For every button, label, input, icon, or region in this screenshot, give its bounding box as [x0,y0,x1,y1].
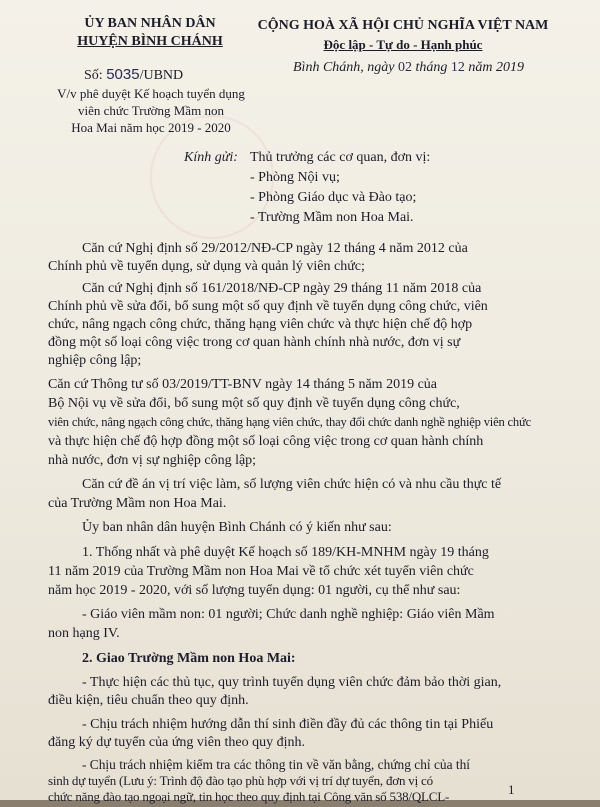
body-line: và thực hiện chế độ hợp đồng một số loại công việc trong cơ quan hành chính [48,434,484,449]
document-subject-line3: Hoa Mai năm học 2019 - 2020 [71,120,231,135]
national-motto: Độc lập - Tự do - Hạnh phúc [323,37,483,52]
body-line: Căn cứ Nghị định số 29/2012/NĐ-CP ngày 12 tháng 4 năm 2012 của [82,241,468,256]
body-line: đồng một số loại công việc trong cơ quan hành chính nhà nước, đơn vị sự [48,335,461,350]
recipient-label: Kính gửi: [184,150,238,165]
body-line: Căn cứ đề án vị trí việc làm, số lượng viên chức hiện có và nhu cầu thực tế [82,477,502,492]
document-subject-line2: viên chức Trường Mầm non [78,103,224,118]
body-line: - Chịu trách nhiệm hướng dẫn thí sinh điền đầy đủ các thông tin tại Phiếu [82,717,494,732]
body-line: nhà nước, đơn vị sự nghiệp công lập; [48,453,257,468]
body-line: Ủy ban nhân dân huyện Bình Chánh có ý kiến như sau: [82,520,392,535]
recipient-item: - Trường Mầm non Hoa Mai. [250,210,414,225]
doc-number-suffix: /UBND [139,68,184,83]
body-line: viên chức, nâng ngạch công chức, thăng hạng viên chức, thay đổi chức danh nghề nghiệp viên chức [48,415,532,429]
recipient-item: - Phòng Nội vụ; [250,170,340,185]
body-line: sinh dự tuyển (Lưu ý: Trình độ đào tạo phù hợp với vị trí dự tuyển, đơn vị có [48,773,433,788]
body-line: 1. Thống nhất và phê duyệt Kế hoạch số 189/KH-MNHM ngày 19 tháng [82,545,489,560]
body-line: - Chịu trách nhiệm kiểm tra các thông tin về văn bằng, chứng chỉ của thí [82,757,471,772]
agency-name-line1: ỦY BAN NHÂN DÂN [84,16,216,31]
document-subject-line1: V/v phê duyệt Kế hoạch tuyển dụng [57,86,245,101]
date-place-line [293,60,524,76]
date-year: năm 2019 [468,60,525,75]
date-month-prefix: tháng [415,60,448,75]
body-line: non hạng IV. [48,626,120,641]
body-line: 11 năm 2019 của Trường Mầm non Hoa Mai về tổ chức xét tuyển viên chức [48,564,474,579]
body-line: Bộ Nội vụ về sửa đổi, bổ sung một số quy định về tuyển dụng công chức, [48,396,460,411]
document-number [84,66,183,84]
body-line: nghiệp công lập; [48,353,142,368]
national-title: CỘNG HOÀ XÃ HỘI CHỦ NGHĨA VIỆT NAM [257,18,549,33]
section-heading: 2. Giao Trường Mầm non Hoa Mai: [82,651,296,666]
body-line: năm học 2019 - 2020, với số lượng tuyển dụng: 01 người, cụ thể như sau: [48,583,461,598]
date-day: 02 [398,60,412,75]
body-line: Căn cứ Nghị định số 161/2018/NĐ-CP ngày 29 tháng 11 năm 2018 của [82,281,482,296]
doc-number-prefix: Số: [84,68,103,83]
body-line: Chính phủ về sửa đổi, bổ sung một số quy định về tuyển dụng công chức, viên [48,299,488,314]
agency-name-line2: HUYỆN BÌNH CHÁNH [77,34,223,49]
body-line: của Trường Mầm non Hoa Mai. [48,496,227,511]
body-line: Chính phủ về tuyển dụng, sử dụng và quản lý viên chức; [48,259,365,274]
body-line: - Giáo viên mầm non: 01 người; Chức danh nghề nghiệp: Giáo viên Mầm [82,607,495,622]
recipient-main: Thủ trưởng các cơ quan, đơn vị: [250,150,431,165]
body-line: - Thực hiện các thủ tục, quy trình tuyển dụng viên chức đảm bảo thời gian, [82,675,502,690]
body-line: chức năng đào tạo ngoại ngữ, tin học theo quy định tại Công văn số 538/QLCL- [48,789,450,804]
body-line: điều kiện, tiêu chuẩn theo quy định. [48,693,249,708]
date-month: 12 [450,60,465,75]
body-line: chức, nâng ngạch công chức, thăng hạng viên chức và thực hiện chế độ hợp [48,317,473,332]
date-prefix: Bình Chánh, ngày [293,60,395,75]
body-line: Căn cứ Thông tư số 03/2019/TT-BNV ngày 14 tháng 5 năm 2019 của [48,377,437,392]
page-number: 1 [508,782,515,797]
recipient-item: - Phòng Giáo dục và Đào tạo; [250,190,417,205]
body-line: đăng ký dự tuyển của ứng viên theo quy định. [48,735,306,750]
doc-number-value: 5035 [106,66,140,83]
